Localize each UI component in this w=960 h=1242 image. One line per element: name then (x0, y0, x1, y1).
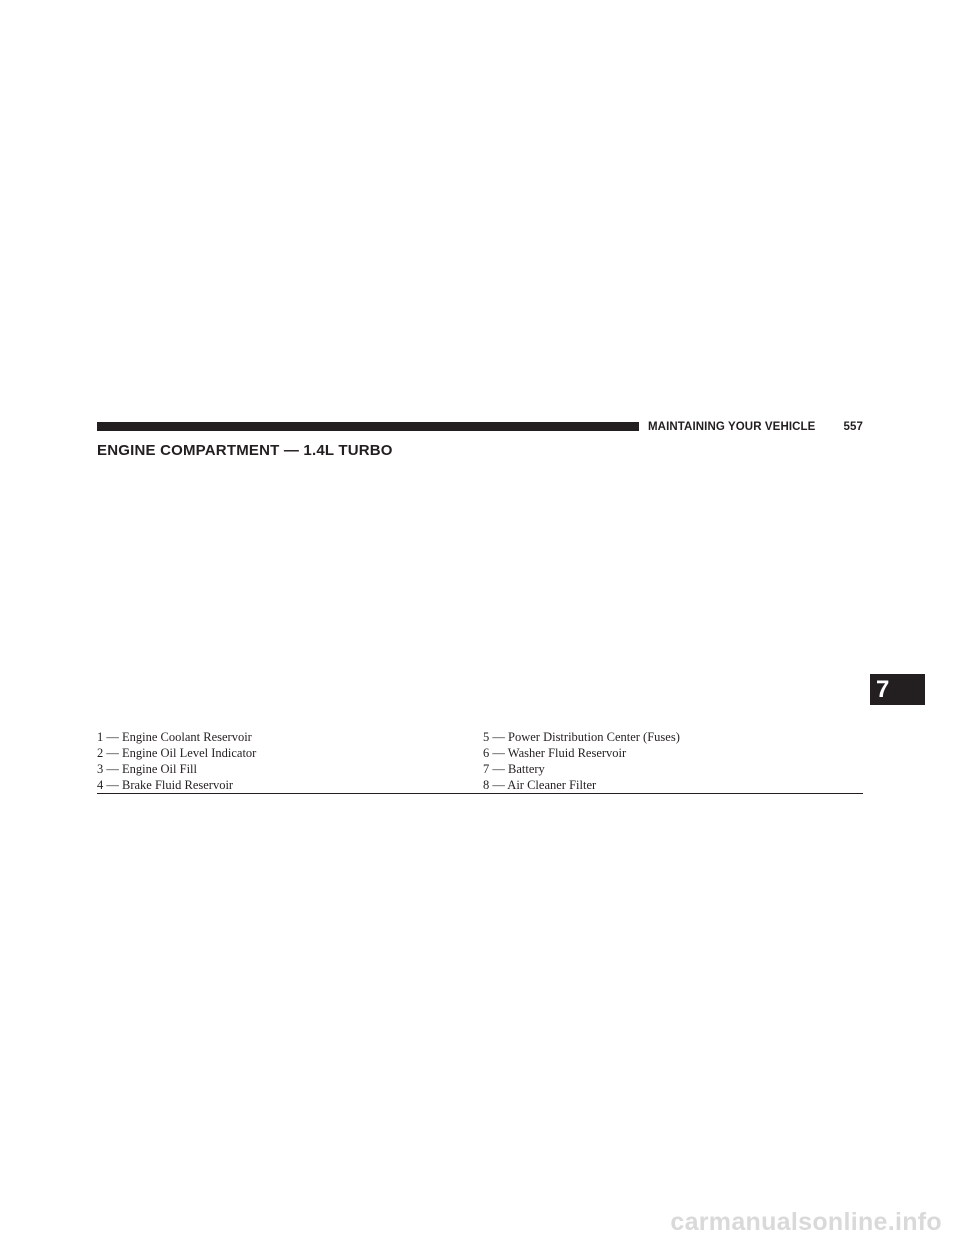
page-title: ENGINE COMPARTMENT — 1.4L TURBO (97, 442, 393, 459)
running-head (648, 419, 863, 435)
legend-item: 4 — Brake Fluid Reservoir (97, 778, 234, 792)
legend-item: 1 — Engine Coolant Reservoir (97, 730, 252, 744)
legend-rule (97, 793, 863, 794)
section-title: MAINTAINING YOUR VEHICLE (648, 421, 816, 433)
legend-item: 5 — Power Distribution Center (Fuses) (483, 730, 680, 744)
legend-column-left (97, 729, 483, 793)
legend-item: 6 — Washer Fluid Reservoir (483, 746, 627, 760)
figure-legend (97, 729, 863, 793)
header-rule (97, 422, 639, 431)
legend-item: 7 — Battery (483, 762, 545, 776)
page-number: 557 (843, 421, 863, 433)
watermark: carmanualsonline.info (670, 1208, 942, 1236)
legend-item: 8 — Air Cleaner Filter (483, 778, 597, 792)
legend-column-right (483, 729, 863, 793)
legend-item: 2 — Engine Oil Level Indicator (97, 746, 257, 760)
legend-item: 3 — Engine Oil Fill (97, 762, 197, 776)
chapter-tab: 7 (870, 674, 925, 705)
